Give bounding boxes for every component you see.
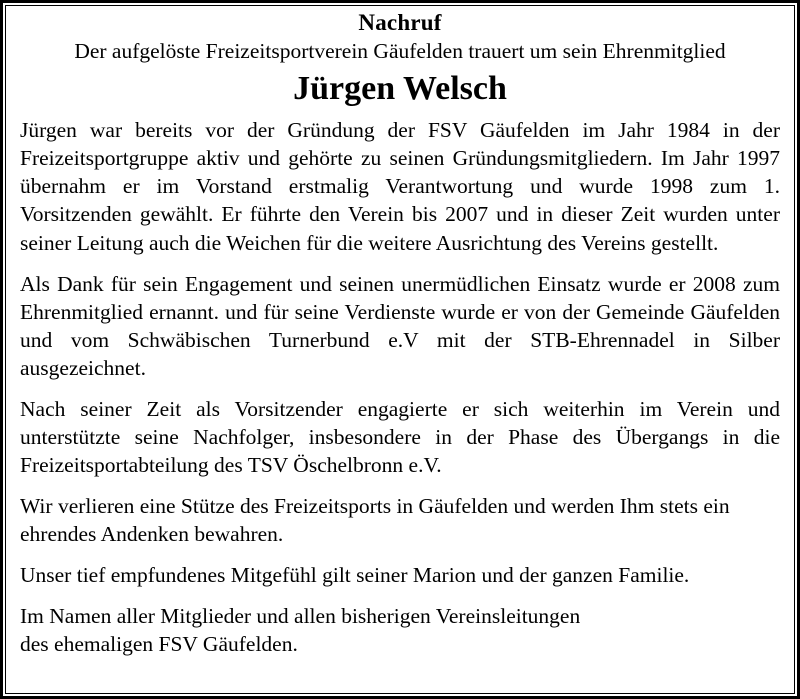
- notice-inner-border: [5, 5, 795, 694]
- closing-block: [20, 602, 780, 658]
- notice-content: [6, 6, 794, 693]
- closing-line-1: Im Namen aller Mitglieder und allen bisherigen Vereinsleitungen: [20, 604, 581, 629]
- body-paragraph: Unser tief empfundenes Mitgefühl gilt seiner Marion und der ganzen Familie.: [20, 562, 690, 587]
- closing-line-2: des ehemaligen FSV Gäufelden.: [20, 632, 298, 657]
- body-paragraph: Als Dank für sein Engagement und seinen unermüdlichen Einsatz wurde er 2008 zum Ehrenmitglied ernannt. und für seine Verdienste wurde er von der Gemeinde Gäufelden und vom Schwäbischen Turnerbund e.V mit der STB-Ehrennadel in Silber ausgezeichnet.: [20, 271, 780, 380]
- notice-title: Nachruf: [358, 10, 442, 35]
- body-paragraph: Jürgen war bereits vor der Gründung der FSV Gäufelden im Jahr 1984 in der Freizeitsportgruppe aktiv und gehörte zu seinen Gründungsmitgliedern. Im Jahr 1997 übernahm er im Vorstand erstmalig Verantwortung und wurde 1998 zum 1. Vorsitzenden gewählt. Er führte den Verein bis 2007 und in dieser Zeit wurden unter seiner Leitung auch die Weichen für die weitere Ausrichtung des Vereins gestellt.: [20, 118, 780, 255]
- notice-subtitle: Der aufgelöste Freizeitsportverein Gäufelden trauert um sein Ehrenmitglied: [74, 38, 726, 63]
- body-paragraph: Wir verlieren eine Stütze des Freizeitsports in Gäufelden und werden Ihm stets ein ehrendes Andenken bewahren.: [20, 493, 730, 546]
- deceased-name: Jürgen Welsch: [293, 69, 507, 107]
- body-paragraph: Nach seiner Zeit als Vorsitzender engagierte er sich weiterhin im Verein und unterstützte seine Nachfolger, insbesondere in der Phase des Übergangs in die Freizeitsportabteilung des TSV Öschelbronn e.V.: [20, 396, 780, 477]
